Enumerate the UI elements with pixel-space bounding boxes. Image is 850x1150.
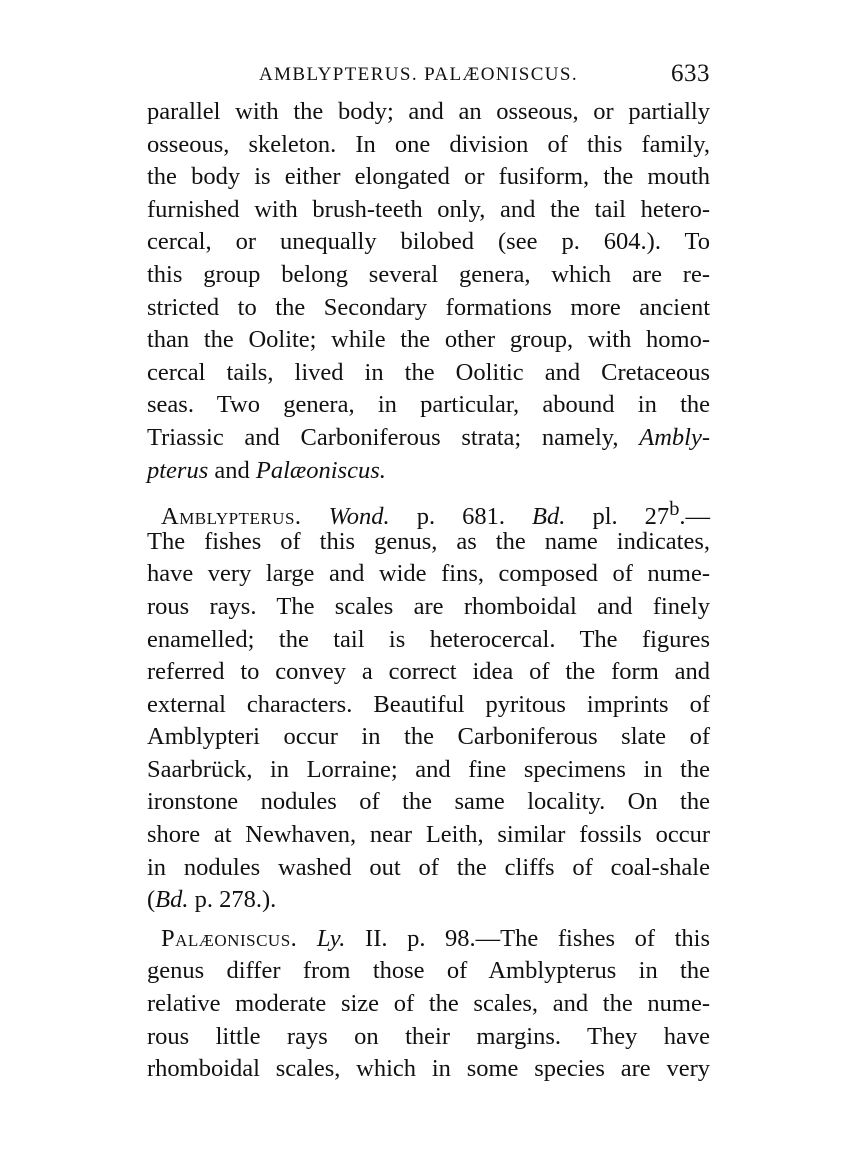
text-line: furnished with brush-teeth only, and the tail hetero- bbox=[147, 195, 710, 223]
text-line bbox=[147, 455, 710, 488]
page-number: 633 bbox=[671, 60, 710, 87]
text-line: enamelled; the tail is heterocercal. The figures bbox=[147, 625, 710, 653]
text-line: than the Oolite; while the other group, with homo- bbox=[147, 326, 710, 354]
text-line: cercal tails, lived in the Oolitic and Cretaceous bbox=[147, 358, 710, 386]
text-line: seas. Two genera, in particular, abound in the bbox=[147, 391, 710, 419]
genus-name-fragment: pterus bbox=[147, 456, 209, 484]
genus-name-palaeoniscus: Palæoniscus. bbox=[255, 456, 386, 484]
text-line: shore at Newhaven, near Leith, similar fossils occur bbox=[147, 821, 710, 849]
text-segment: pl. 27 bbox=[565, 503, 670, 531]
text-line: external characters. Beautiful pyritous imprints of bbox=[147, 690, 710, 718]
text-line: relative moderate size of the scales, and the nume- bbox=[147, 990, 710, 1018]
text-line: the body is either elongated or fusiform, the mouth bbox=[147, 163, 710, 191]
paragraph-palaeoniscus bbox=[147, 923, 710, 1086]
text-line bbox=[147, 422, 710, 455]
reference-abbrev: Bd. bbox=[155, 886, 189, 914]
section-heading-amblypterus: Amblypterus. bbox=[161, 503, 302, 531]
text-segment: .— bbox=[679, 503, 711, 531]
book-page bbox=[147, 60, 710, 1086]
text-segment: and bbox=[208, 456, 256, 484]
text-segment: p. 681. bbox=[389, 503, 533, 531]
paragraph-family-description bbox=[147, 96, 710, 487]
text-segment: ( bbox=[147, 886, 156, 914]
text-line: ironstone nodules of the same locality. On the bbox=[147, 788, 710, 816]
reference-abbrev: Wond. bbox=[328, 503, 390, 531]
text-line: genus differ from those of Amblypterus in the bbox=[147, 957, 710, 985]
running-header bbox=[147, 60, 710, 94]
reference-abbrev: Ly. bbox=[316, 924, 346, 952]
text-line: referred to convey a correct idea of the form and bbox=[147, 658, 710, 686]
text-line: parallel with the body; and an osseous, or partially bbox=[147, 98, 710, 125]
text-line: this group belong several genera, which are re- bbox=[147, 260, 710, 288]
text-segment: p. 278.). bbox=[188, 886, 277, 914]
text-line: cercal, or unequally bilobed (see p. 604.). To bbox=[147, 228, 710, 256]
text-line: osseous, skeleton. In one division of this family, bbox=[147, 130, 710, 158]
text-line: have very large and wide fins, composed of nume- bbox=[147, 560, 710, 588]
running-title: AMBLYPTERUS. PALÆONISCUS. bbox=[259, 64, 579, 85]
text-line bbox=[147, 493, 711, 531]
text-segment: Triassic and Carboniferous strata; namely, bbox=[147, 423, 619, 451]
paragraph-amblypterus bbox=[147, 493, 710, 917]
text-line bbox=[147, 923, 710, 956]
genus-name-amblypterus: Ambly- bbox=[639, 423, 710, 451]
text-line: Amblypteri occur in the Carboniferous slate of bbox=[147, 723, 710, 751]
text-segment: II. p. 98.—The fishes of this bbox=[345, 924, 711, 952]
text-line: rhomboidal scales, which in some species are very bbox=[147, 1055, 710, 1083]
text-line: Saarbrück, in Lorraine; and fine specimens in the bbox=[147, 755, 710, 783]
superscript: b bbox=[669, 498, 680, 521]
text-line: in nodules washed out of the cliffs of coal-shale bbox=[147, 853, 710, 881]
text-line: rous little rays on their margins. They have bbox=[147, 1022, 710, 1050]
text-line: stricted to the Secondary formations more ancient bbox=[147, 293, 710, 321]
section-heading-palaeoniscus: Palæoniscus. bbox=[161, 924, 298, 952]
text-line bbox=[147, 884, 710, 917]
text-line: The fishes of this genus, as the name indicates, bbox=[147, 527, 710, 555]
reference-abbrev: Bd. bbox=[532, 503, 566, 531]
text-line: rous rays. The scales are rhomboidal and finely bbox=[147, 592, 710, 620]
